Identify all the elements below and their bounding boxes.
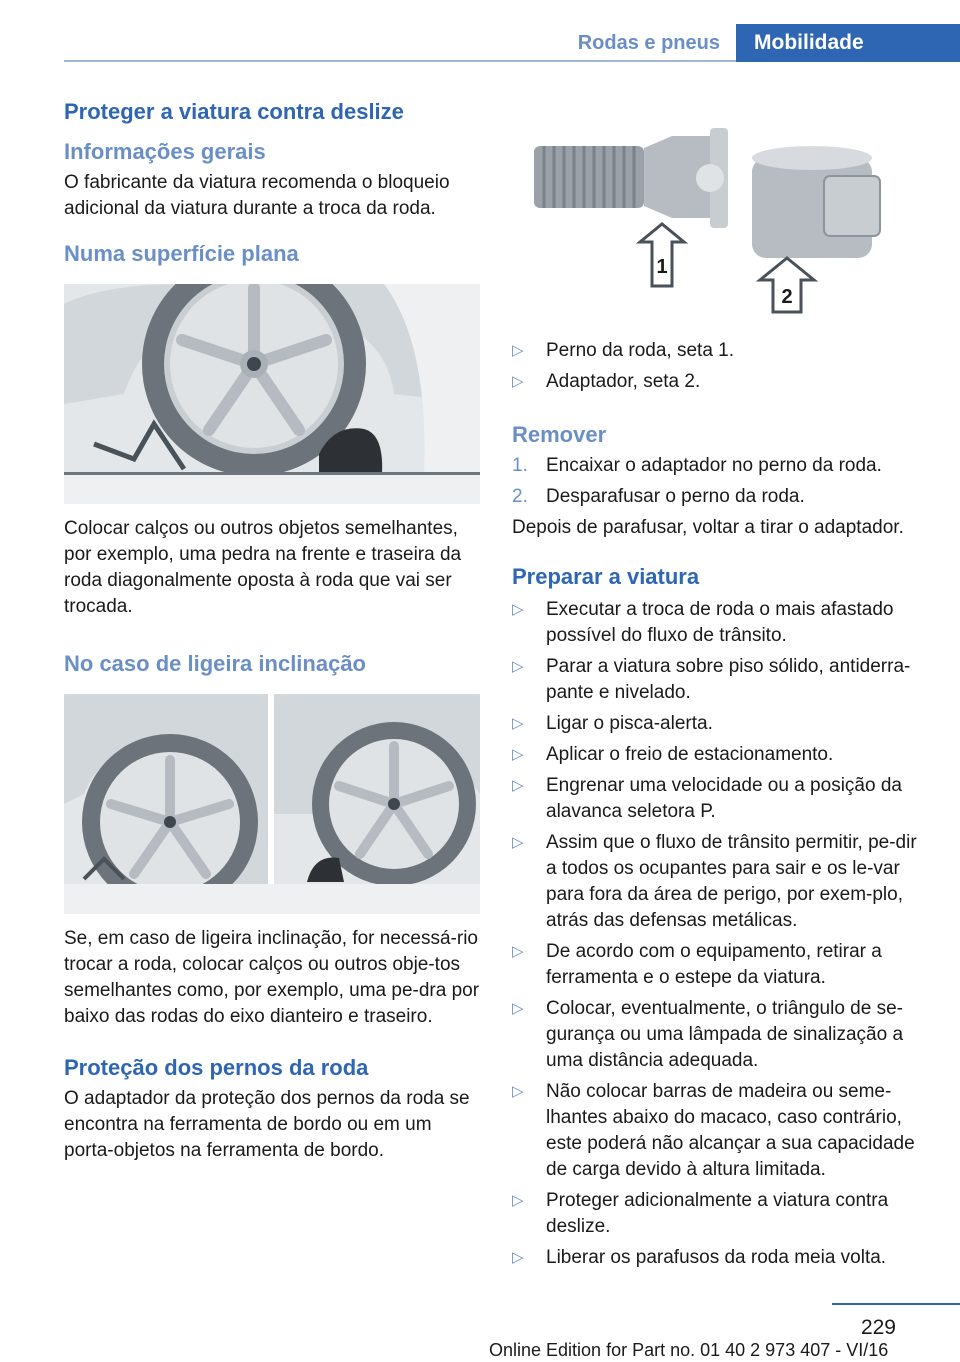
list-item: ▷ Liberar os parafusos da roda meia volta.: [512, 1245, 928, 1271]
adapter-drawing: [752, 146, 880, 258]
list-item: ▷ Ligar o pisca-alerta.: [512, 711, 928, 737]
wheel-bolt-drawing: [534, 128, 728, 228]
general-heading: Informações gerais: [64, 139, 266, 164]
parts-list: [512, 338, 928, 395]
flat-text: Colocar calços ou outros objetos semelhantes, por exemplo, uma pedra na frente e traseira da roda diagonalmente oposta à roda que vai ser trocada.: [64, 518, 462, 617]
list-item: ▷ De acordo com o equipamento, retirar a ferramenta e o estepe da viatura.: [512, 941, 882, 988]
section-title: Proteger a viatura contra deslize: [64, 99, 404, 124]
list-item: ▷ Perno da roda, seta 1.: [512, 338, 928, 364]
remove-heading: Remover: [512, 422, 607, 447]
wheel-chock-incline-illustration: [64, 694, 480, 914]
list-item: ▷ Assim que o fluxo de trânsito permitir, pe-dir a todos os ocupantes para sair e os le-var para fora da área de perigo, por exem-plo, atrás das defensas metálicas.: [512, 832, 917, 931]
triangle-bullet-icon: ▷: [512, 658, 524, 675]
general-text: O fabricante da viatura recomenda o bloqueio adicional da viatura durante a troca da roda.: [64, 172, 450, 219]
triangle-bullet-icon: ▷: [512, 1000, 524, 1017]
bolts-heading: Proteção dos pernos da roda: [64, 1055, 369, 1080]
header-section-title: Rodas e pneus: [577, 32, 720, 54]
wheel-chock-flat-illustration: [64, 284, 480, 504]
bolt-adapter-illustration: [512, 118, 928, 318]
triangle-bullet-icon: ▷: [512, 601, 524, 618]
remove-steps: [512, 453, 928, 510]
triangle-bullet-icon: ▷: [512, 943, 524, 960]
list-item: ▷ Colocar, eventualmente, o triângulo de se-gurança ou uma lâmpada de sinalização a uma distância adequada.: [512, 998, 904, 1071]
edition-note: Online Edition for Part no. 01 40 2 973 407 - VI/16: [489, 1340, 889, 1360]
triangle-bullet-icon: ▷: [512, 342, 524, 359]
triangle-bullet-icon: ▷: [512, 1192, 524, 1209]
list-item: ▷ Executar a troca de roda o mais afastado possível do fluxo de trânsito.: [512, 599, 894, 646]
arrow-1-icon: [640, 224, 684, 286]
page-number: 229: [860, 1316, 896, 1339]
after-text: Depois de parafusar, voltar a tirar o adaptador.: [512, 517, 904, 538]
header-chapter-tab: Mobilidade: [736, 24, 960, 62]
triangle-bullet-icon: ▷: [512, 746, 524, 763]
triangle-bullet-icon: ▷: [512, 373, 524, 390]
triangle-bullet-icon: ▷: [512, 715, 524, 732]
list-item: ▷ Adaptador, seta 2.: [512, 369, 928, 395]
arrow-2-label: 2: [781, 286, 793, 308]
flat-heading: Numa superfície plana: [64, 241, 299, 266]
list-item: 1. Encaixar o adaptador no perno da roda.: [512, 455, 882, 476]
triangle-bullet-icon: ▷: [512, 1083, 524, 1100]
list-item: ▷ Proteger adicionalmente a viatura contra deslize.: [512, 1190, 889, 1237]
list-item: ▷ Aplicar o freio de estacionamento.: [512, 742, 928, 768]
list-item: ▷ Parar a viatura sobre piso sólido, antiderra-pante e nivelado.: [512, 656, 911, 703]
arrow-2-icon: [760, 258, 814, 312]
left-column: [64, 98, 480, 1164]
triangle-bullet-icon: ▷: [512, 777, 524, 794]
bolts-text: O adaptador da proteção dos pernos da roda se encontra na ferramenta de bordo ou em um porta-objetos na ferramenta de bordo.: [64, 1088, 470, 1161]
list-item: 2. Desparafusar o perno da roda.: [512, 486, 805, 507]
right-column: [512, 118, 928, 1276]
list-item: ▷ Engrenar uma velocidade ou a posição da alavanca seletora P.: [512, 775, 902, 822]
incline-text: Se, em caso de ligeira inclinação, for necessá-rio trocar a roda, colocar calços ou outros obje-tos semelhantes como, por exemplo, uma pe-dra por baixo das rodas do eixo dianteiro e traseiro.: [64, 928, 480, 1027]
footer-rule: [832, 1303, 960, 1305]
triangle-bullet-icon: ▷: [512, 834, 524, 851]
arrow-1-label: 1: [656, 256, 668, 278]
prepare-heading: Preparar a viatura: [512, 564, 700, 589]
incline-heading: No caso de ligeira inclinação: [64, 651, 366, 676]
list-item: ▷ Não colocar barras de madeira ou seme-lhantes abaixo do macaco, caso contrário, este poderá não alcançar a sua capacidade de carga devido à altura limitada.: [512, 1081, 915, 1180]
triangle-bullet-icon: ▷: [512, 1249, 524, 1266]
prepare-list: [512, 597, 928, 1271]
